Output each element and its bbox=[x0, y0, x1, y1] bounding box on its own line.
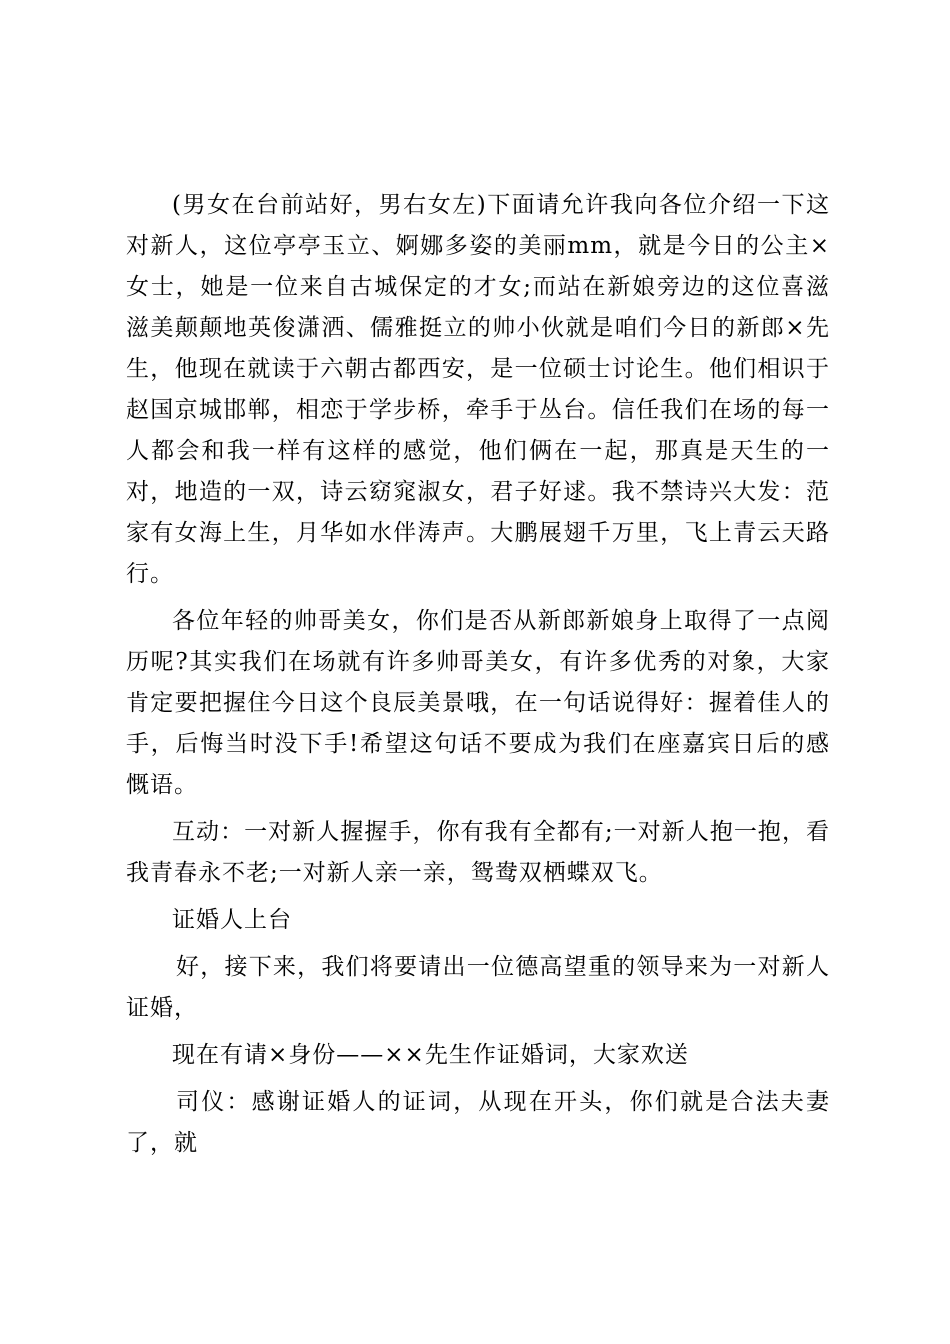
paragraph-introduction: (男女在台前站好，男右女左)下面请允许我向各位介绍一下这对新人，这位亭亭玉立、婀娜多姿的美丽mm，就是今日的公主×女士，她是一位来自古城保定的才女;而站在新娘旁边的这位喜滋滋美颠颠地英俊潇洒、儒雅挺立的帅小伙就是咱们今日的新郎×先生，他现在就读于六朝古都西安，是一位硕士讨论生。他们相识于赵国京城邯郸，相恋于学步桥，牵手于丛台。信任我们在场的每一人都会和我一样有这样的感觉，他们俩在一起，那真是天生的一对，地造的一双，诗云窈窕淑女，君子好逑。我不禁诗兴大发：范家有女海上生，月华如水伴涛声。大鹏展翅千万里，飞上青云天路行。 bbox=[126, 192, 830, 587]
paragraph-invite-witness: 好，接下来，我们将要请出一位德高望重的领导来为一对新人证婚， bbox=[126, 954, 830, 1021]
paragraph-witness-heading: 证婚人上台 bbox=[172, 907, 292, 933]
paragraph-audience-address: 各位年轻的帅哥美女，你们是否从新郎新娘身上取得了一点阅历呢?其实我们在场就有许多帅哥美女，有许多优秀的对象，大家肯定要把握住今日这个良辰美景哦，在一句话说得好：握着佳人的手，后悔当时没下手!希望这句话不要成为我们在座嘉宾日后的感慨语。 bbox=[126, 608, 830, 798]
paragraph-host-thanks: 司仪：感谢证婚人的证词，从现在开头，你们就是合法夫妻了，就 bbox=[126, 1089, 830, 1156]
document-page bbox=[126, 185, 830, 1164]
paragraph-interaction: 互动：一对新人握握手，你有我有全都有;一对新人抱一抱，看我青春永不老;一对新人亲一亲，鸳鸯双栖蝶双飞。 bbox=[126, 819, 830, 886]
paragraph-witness-speech: 现在有请×身份——××先生作证婚词，大家欢送 bbox=[172, 1042, 689, 1068]
